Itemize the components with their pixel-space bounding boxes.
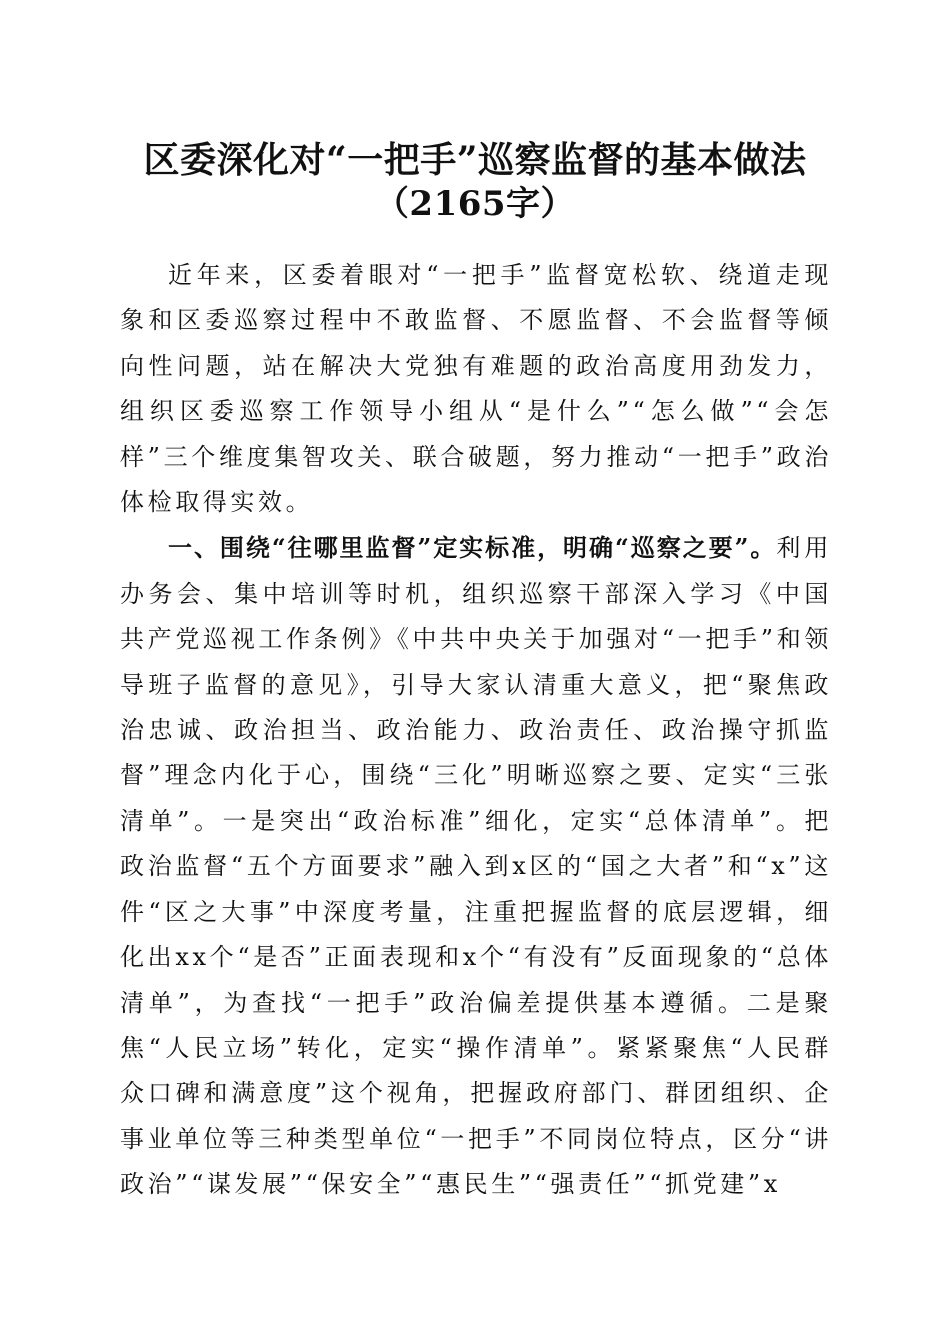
document-word-count: （2165字） [374,184,576,224]
section-1-heading: 一、围绕“往哪里监督”定实标准，明确“巡察之要”。 [168,533,777,563]
document-title: 区委深化对“一把手”巡察监督的基本做法 [143,139,807,181]
document-body [120,253,832,1208]
section-1 [120,525,832,1207]
intro-paragraph: 近年来，区委着眼对“一把手”监督宽松软、绕道走现象和区委巡察过程中不敢监督、不愿监督、不会监督等倾向性问题，站在解决大党独有难题的政治高度用劲发力，组织区委巡察工作领导小组从“是什么”“怎么做”“会怎样”三个维度集智攻关、联合破题，努力推动“一把手”政治体检取得实效。 [120,261,832,517]
section-1-body: 利用办务会、集中培训等时机，组织巡察干部深入学习《中国共产党巡视工作条例》《中共中央关于加强对“一把手”和领导班子监督的意见》，引导大家认清重大意义，把“聚焦政治忠诚、政治担当、政治能力、政治责任、政治操守抓监督”理念内化于心，围绕“三化”明晰巡察之要、定实“三张清单”。一是突出“政治标准”细化，定实“总体清单”。把政治监督“五个方面要求”融入到x区的“国之大者”和“x”这件“区之大事”中深度考量，注重把握监督的底层逻辑，细化出xx个“是否”正面表现和x个“有没有”反面现象的“总体清单”，为查找“一把手”政治偏差提供基本遵循。二是聚焦“人民立场”转化，定实“操作清单”。紧紧聚焦“人民群众口碑和满意度”这个视角，把握政府部门、群团组织、企事业单位等三种类型单位“一把手”不同岗位特点，区分“讲政治”“谋发展”“保安全”“惠民生”“强责任”“抓党建”x [120,534,833,1199]
